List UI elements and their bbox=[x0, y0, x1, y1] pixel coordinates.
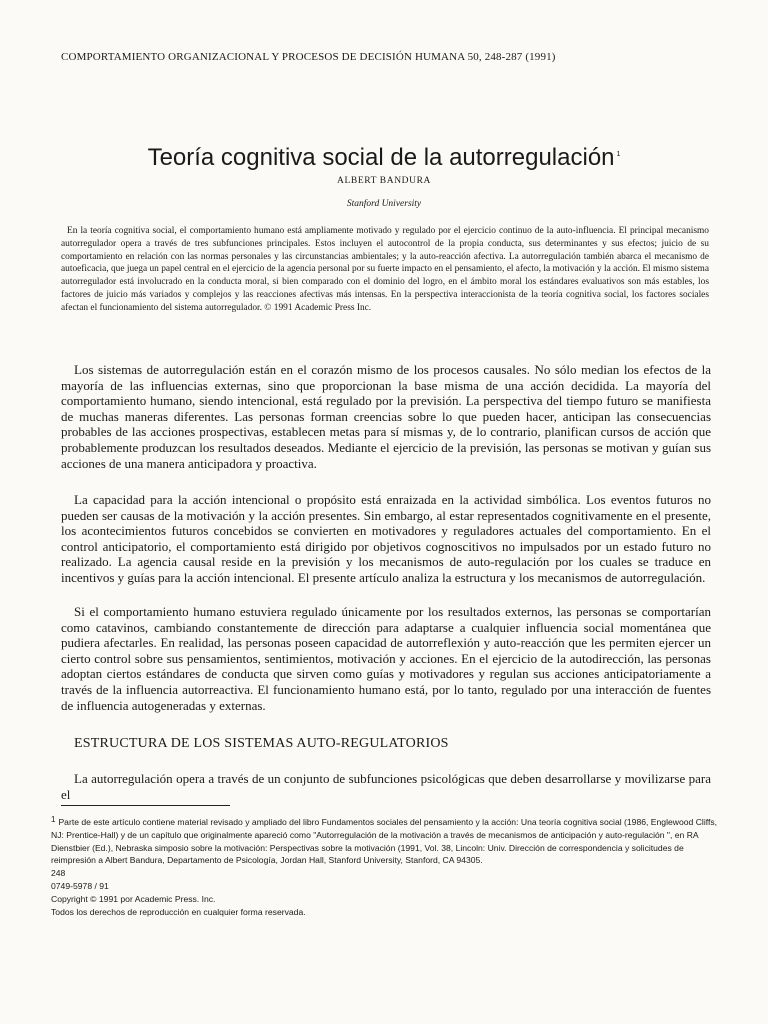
author: ALBERT BANDURA bbox=[337, 176, 431, 186]
footnote-divider bbox=[61, 805, 230, 806]
issn-line: 0749-5978 / 91 bbox=[51, 881, 109, 891]
copyright-line: Copyright © 1991 por Academic Press. Inc. bbox=[51, 894, 216, 904]
footnote-text: Parte de este artículo contiene material revisado y ampliado del libro Fundamentos sociales del pensamiento y la acción: Una teoría cognitiva social (1986, Englewood Cliffs, NJ: Prentice-Hall) y de un capítulo que originalmente apareció como "Autorregulación de la motivación a través de mecanismos de anticipación y auto-regulación ", en RA Dienstbier (Ed.), Nebraska simposio sobre la motivación: Perspectivas sobre la motivación (1991, Vol. 38, Lincoln: Univ. Dirección de correspondencia y solicitudes de reimpresión a Albert Bandura, Departamento de Psicología, Jordan Hall, Stanford University, Stanford, CA 94305. bbox=[51, 817, 718, 866]
body-paragraph-2: La capacidad para la acción intencional o propósito está enraizada en la actividad simbólica. Los eventos futuros no pueden ser causas de la motivación y la acción presentes. Sin embargo, al estar representados cognitivamente en el presente, los acontecimientos futuros concebidos se convierten en motivadores y reguladores actuales del comportamiento. En el control anticipatorio, el comportamiento está dirigido por objetivos cognoscitivos no impulsados por un estado futuro no realizado. La agencia causal reside en la previsión y los mecanismos de auto-regulación por los cuales se traduce en incentivos y guías para la acción intencional. El presente artículo analiza la estructura y los mecanismos de autorregulación. bbox=[61, 492, 711, 585]
title-text: Teoría cognitiva social de la autorregulación bbox=[147, 144, 615, 172]
journal-header: COMPORTAMIENTO ORGANIZACIONAL Y PROCESOS DE DECISIÓN HUMANA 50, 248-287 (1991) bbox=[61, 51, 556, 63]
section-heading: ESTRUCTURA DE LOS SISTEMAS AUTO-REGULATORIOS bbox=[74, 736, 449, 751]
article-title bbox=[0, 140, 768, 173]
abstract: En la teoría cognitiva social, el comportamiento humano está ampliamente motivado y regulado por el ejercicio continuo de la auto-influencia. El principal mecanismo autorregulador opera a través de tres subfunciones principales. Estos incluyen el autocontrol de la propia conducta, sus determinantes y sus efectos; juicio de su comportamiento en relación con las normas personales y las circunstancias ambientales; y la auto-reacción afectiva. La autorregulación también abarca el mecanismo de autoeficacia, que juega un papel central en el ejercicio de la agencia personal por su fuerte impacto en el pensamiento, el afecto, la motivación y la acción. El mismo sistema autorregulador está involucrado en la conducta moral, si bien comparado con el dominio del logro, en el ámbito moral los estándares evaluativos son más estables, los factores de juicio más variados y complejos y las reacciones afectivas más intensas. En la perspectiva interaccionista de la teoría cognitiva social, los factores sociales afectan el funcionamiento del sistema autorregulador. © 1991 Academic Press Inc. bbox=[61, 226, 709, 313]
section-first-paragraph: La autorregulación opera a través de un conjunto de subfunciones psicológicas que deben desarrollarse y movilizarse para el bbox=[61, 771, 711, 802]
footnote-marker: 1 bbox=[51, 815, 56, 824]
affiliation: Stanford University bbox=[346, 199, 422, 209]
rights-line: Todos los derechos de reproducción en cualquier forma reservada. bbox=[51, 907, 306, 917]
body-paragraph-3: Si el comportamiento humano estuviera regulado únicamente por los resultados externos, las personas se comportarían como catavinos, cambiando constantemente de dirección para adaptarse a cualquier influencia social momentánea que pudiera afectarles. En realidad, las personas poseen capacidad de autorreflexión y auto-reacción que les permiten ejercer un cierto control sobre sus pensamientos, sentimientos, motivación y acciones. En el ejercicio de la autodirección, las personas adoptan ciertos estándares de conducta que sirven como guías y motivadores y regulan sus acciones anticipatoriamente a través de la influencia autorreactiva. El funcionamiento humano está, por lo tanto, regulado por una interacción de fuentes de influencia autogeneradas y externas. bbox=[61, 604, 711, 713]
title-footnote-marker: 1 bbox=[616, 151, 621, 159]
body-paragraph-1: Los sistemas de autorregulación están en el corazón mismo de los procesos causales. No sólo median los efectos de la mayoría de las influencias externas, sino que proporcionan la base misma de una acción decidida. La mayoría del comportamiento humano, siendo intencional, está regulado por la previsión. La perspectiva del tiempo futuro se manifiesta de muchas maneras diferentes. Las personas forman creencias sobre lo que pueden hacer, anticipan las consecuencias probables de las acciones prospectivas, establecen metas para sí mismas y, de lo contrario, planifican cursos de acción que probablemente produzcan los resultados deseados. Mediante el ejercicio de la previsión, las personas se motivan y guían sus acciones de una manera anticipadora y proactiva. bbox=[61, 362, 711, 471]
page-number: 248 bbox=[51, 868, 66, 878]
footnote bbox=[51, 814, 726, 867]
